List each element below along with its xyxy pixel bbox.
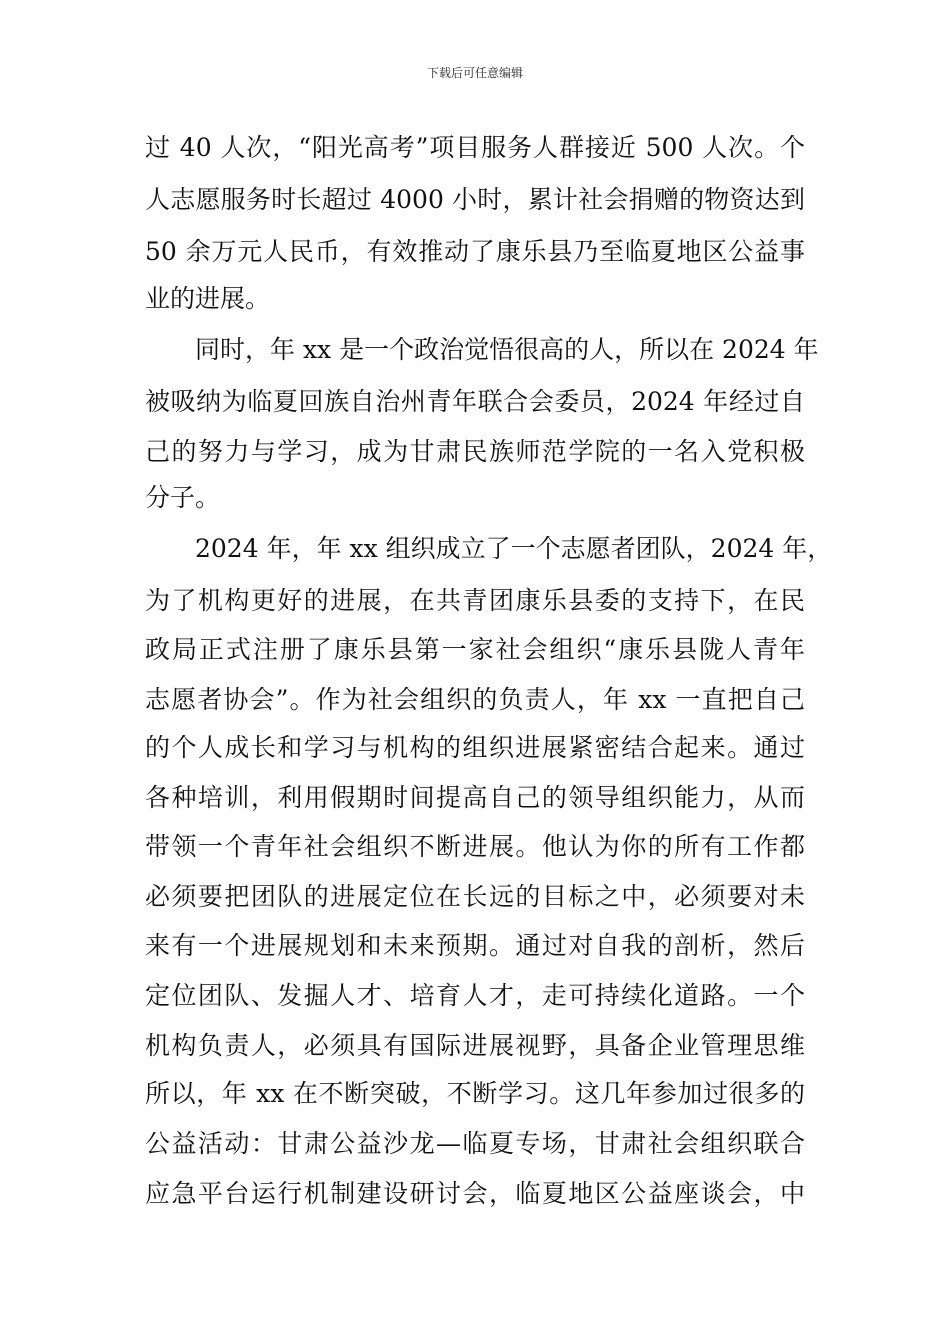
text-line-4: 业的进展。: [145, 284, 271, 313]
text-line-3: 50 余万元人民币，有效推动了康乐县乃至临夏地区公益事: [145, 237, 805, 266]
text-line-5: 同时，年 xx 是一个政治觉悟很高的人，所以在 2024 年: [195, 335, 819, 364]
text-line-19: 机构负责人，必须具有国际进展视野，具备企业管理思维: [145, 1031, 805, 1060]
text-line-18: 定位团队、发掘人才、培育人才，走可持续化道路。一个: [145, 981, 805, 1010]
text-line-20: 所以，年 xx 在不断突破，不断学习。这几年参加过很多的: [145, 1079, 805, 1108]
text-line-10: 为了机构更好的进展，在共青团康乐县委的支持下，在民: [145, 586, 805, 615]
text-line-13: 的个人成长和学习与机构的组织进展紧密结合起来。通过: [145, 733, 805, 762]
text-line-22: 应急平台运行机制建设研讨会，临夏地区公益座谈会，中: [145, 1179, 805, 1208]
text-line-7: 己的努力与学习，成为甘肃民族师范学院的一名入党积极: [145, 437, 805, 466]
text-line-11: 政局正式注册了康乐县第一家社会组织“康乐县陇人青年: [145, 635, 805, 664]
text-line-12: 志愿者协会”。作为社会组织的负责人，年 xx 一直把自己: [145, 685, 805, 714]
text-line-1: 过 40 人次，“阳光高考”项目服务人群接近 500 人次。个: [145, 133, 805, 162]
page-header: 下载后可任意编辑: [426, 66, 523, 80]
text-line-17: 来有一个进展规划和未来预期。通过对自我的剖析，然后: [145, 931, 805, 960]
text-line-14: 各种培训，利用假期时间提高自己的领导组织能力，从而: [145, 783, 805, 812]
text-line-16: 必须要把团队的进展定位在长远的目标之中，必须要对未: [145, 882, 805, 911]
text-line-2: 人志愿服务时长超过 4000 小时，累计社会捐赠的物资达到: [145, 185, 805, 214]
text-line-6: 被吸纳为临夏回族自治州青年联合会委员，2024 年经过自: [145, 387, 805, 416]
text-line-8: 分子。: [145, 483, 221, 512]
text-line-21: 公益活动：甘肃公益沙龙—临夏专场，甘肃社会组织联合: [145, 1129, 805, 1158]
text-line-15: 带领一个青年社会组织不断进展。他认为你的所有工作都: [145, 832, 805, 861]
text-line-9: 2024 年，年 xx 组织成立了一个志愿者团队，2024 年，: [195, 534, 833, 563]
